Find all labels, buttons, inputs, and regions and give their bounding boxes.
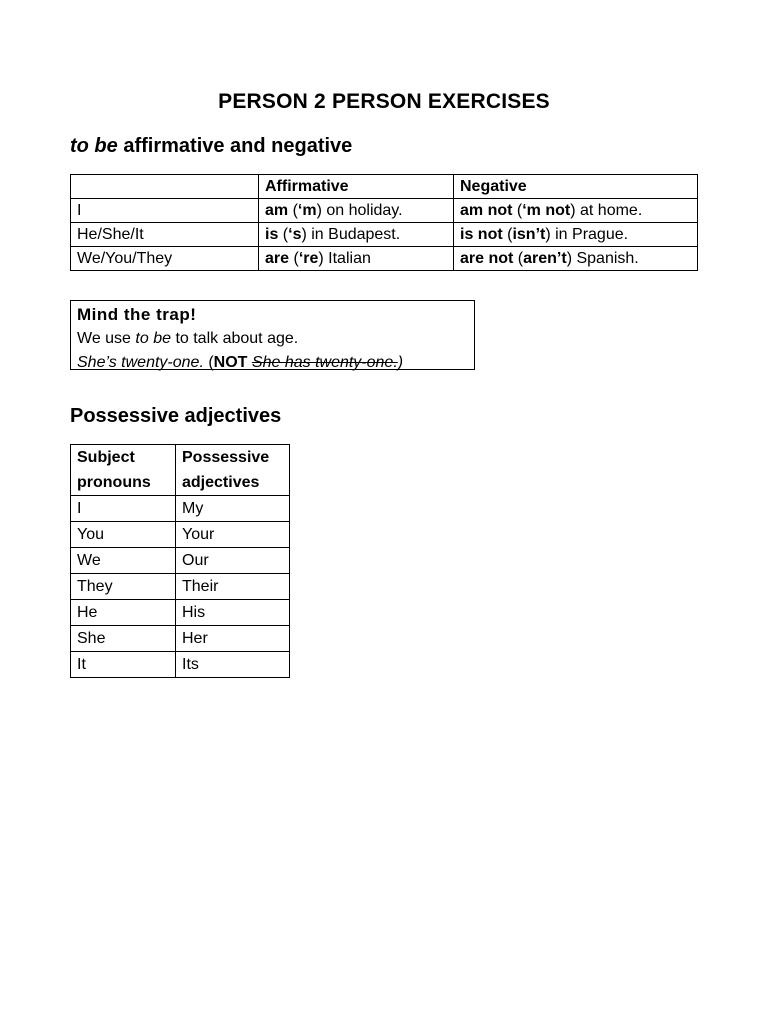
- neg-verb: are not: [460, 250, 514, 267]
- mind-the-trap-box: [70, 300, 475, 370]
- aff-close: ): [318, 250, 324, 267]
- possessive-heading: Possessive adjectives: [70, 405, 282, 427]
- trap-line-2-paren-open: (: [203, 354, 214, 371]
- table-row: [71, 548, 290, 574]
- aff-rest: Italian: [323, 250, 371, 267]
- adjective-cell: Their: [176, 574, 290, 600]
- subject-cell: We/You/They: [71, 247, 259, 271]
- table-row: [71, 522, 290, 548]
- header-cell-subject-pronouns: [71, 445, 176, 496]
- neg-close: ): [570, 202, 576, 219]
- adjective-cell: His: [176, 600, 290, 626]
- trap-line-1-pre: We use: [77, 330, 136, 347]
- aff-short: ‘re: [298, 250, 319, 267]
- trap-line-1-post: to talk about age.: [171, 330, 299, 347]
- adjective-cell: Our: [176, 548, 290, 574]
- neg-rest: Spanish.: [572, 250, 639, 267]
- aff-close: ): [316, 202, 322, 219]
- trap-line-1: [77, 327, 468, 351]
- pronoun-cell: I: [71, 496, 176, 522]
- aff-short: ‘m: [297, 202, 317, 219]
- page-title: PERSON 2 PERSON EXERCISES: [218, 90, 550, 113]
- pronoun-cell: He: [71, 600, 176, 626]
- table-header-row: [71, 445, 290, 496]
- neg-rest: in Prague.: [550, 226, 629, 243]
- pronoun-cell: We: [71, 548, 176, 574]
- negative-cell: [454, 247, 698, 271]
- table-row: [71, 496, 290, 522]
- negative-cell: [454, 199, 698, 223]
- header-line: adjectives: [182, 474, 260, 491]
- aff-open: (: [288, 202, 298, 219]
- pronoun-cell: She: [71, 626, 176, 652]
- aff-close: ): [301, 226, 307, 243]
- aff-open: (: [289, 250, 299, 267]
- table-row: [71, 247, 698, 271]
- table-header-row: [71, 175, 698, 199]
- possessive-table: [70, 444, 290, 678]
- to-be-table: [70, 174, 698, 271]
- aff-short: ‘s: [288, 226, 302, 243]
- table-row: [71, 574, 290, 600]
- subject-cell: He/She/It: [71, 223, 259, 247]
- affirmative-cell: [259, 247, 454, 271]
- adjective-cell: Your: [176, 522, 290, 548]
- neg-verb: am not: [460, 202, 513, 219]
- trap-line-2-example: She’s twenty-one.: [77, 354, 204, 371]
- neg-short: aren’t: [523, 250, 567, 267]
- pronoun-cell: They: [71, 574, 176, 600]
- header-line: Subject: [77, 449, 135, 466]
- affirmative-cell: [259, 223, 454, 247]
- aff-verb: are: [265, 250, 290, 267]
- to-be-heading-italic: to be: [70, 135, 118, 157]
- subject-cell: I: [71, 199, 259, 223]
- to-be-heading-rest: affirmative and negative: [117, 135, 353, 157]
- pronoun-cell: You: [71, 522, 176, 548]
- trap-line-1-em: to be: [135, 330, 171, 347]
- aff-verb: am: [265, 202, 289, 219]
- header-line: Possessive: [182, 449, 270, 466]
- neg-open: (: [513, 250, 524, 267]
- neg-close: ): [566, 250, 573, 267]
- neg-short: ‘m not: [522, 202, 571, 219]
- header-cell-negative: Negative: [454, 175, 698, 199]
- neg-rest: at home.: [575, 202, 643, 219]
- header-cell-possessive-adjectives: [176, 445, 290, 496]
- neg-short: isn’t: [512, 226, 546, 243]
- table-row: [71, 652, 290, 678]
- trap-line-2: [77, 351, 468, 375]
- neg-open: (: [502, 226, 513, 243]
- aff-verb: is: [265, 226, 279, 243]
- trap-line-2-paren-close: ): [397, 354, 404, 371]
- negative-cell: [454, 223, 698, 247]
- table-row: [71, 223, 698, 247]
- adjective-cell: Its: [176, 652, 290, 678]
- aff-rest: on holiday.: [321, 202, 403, 219]
- neg-close: ): [545, 226, 551, 243]
- to-be-heading: [70, 135, 352, 158]
- aff-open: (: [278, 226, 289, 243]
- pronoun-cell: It: [71, 652, 176, 678]
- table-row: [71, 600, 290, 626]
- trap-line-2-not: NOT: [213, 354, 248, 371]
- header-line: pronouns: [77, 474, 151, 491]
- table-row: [71, 199, 698, 223]
- affirmative-cell: [259, 199, 454, 223]
- trap-line-2-strike: She has twenty-one.: [251, 354, 398, 371]
- aff-rest: in Budapest.: [306, 226, 401, 243]
- neg-verb: is not: [460, 226, 503, 243]
- neg-open: (: [512, 202, 523, 219]
- header-cell-blank: [71, 175, 259, 199]
- header-cell-affirmative: Affirmative: [259, 175, 454, 199]
- trap-title: Mind the trap!: [77, 305, 197, 324]
- adjective-cell: My: [176, 496, 290, 522]
- table-row: [71, 626, 290, 652]
- adjective-cell: Her: [176, 626, 290, 652]
